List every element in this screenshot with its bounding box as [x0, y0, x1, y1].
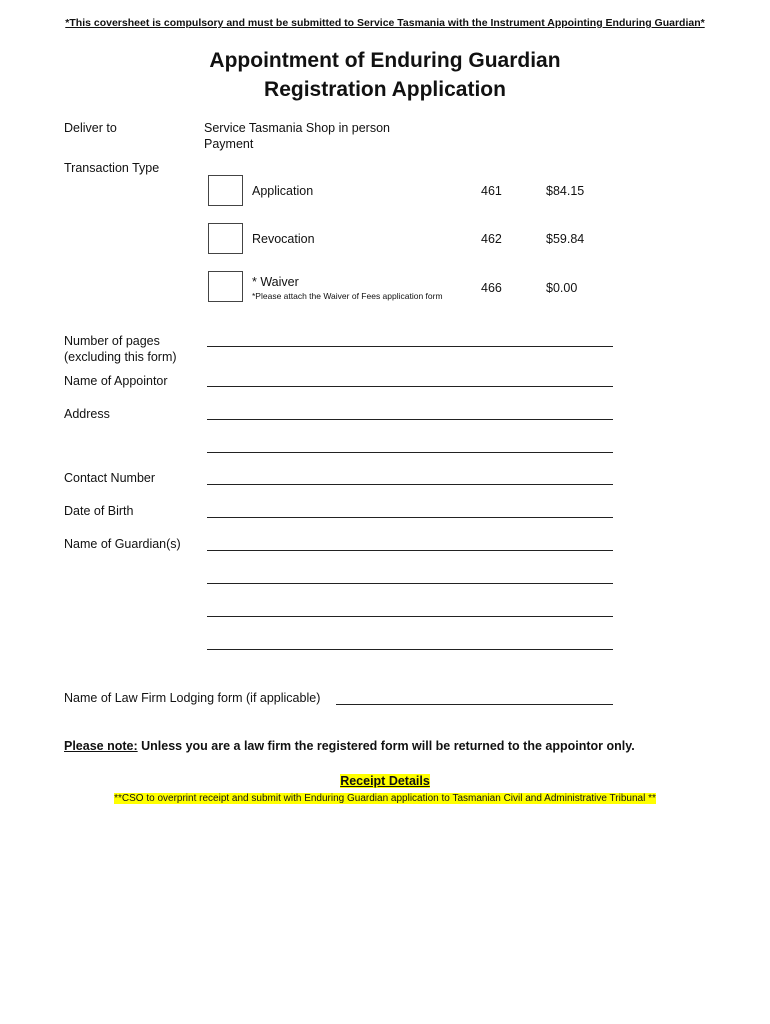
receipt-note-text: **CSO to overprint receipt and submit with Enduring Guardian application to Tasmanian Civil and Administrative Tribunal **	[114, 793, 656, 804]
waiver-fee: $0.00	[546, 281, 578, 295]
application-code: 461	[481, 184, 502, 198]
please-note-text: Unless you are a law firm the registered form will be returned to the appointor only.	[137, 739, 635, 753]
waiver-label: * Waiver	[252, 275, 299, 289]
waiver-checkbox[interactable]	[208, 271, 243, 302]
transaction-type-label: Transaction Type	[64, 161, 160, 175]
address-label: Address	[64, 407, 110, 421]
address-input-line-1[interactable]	[207, 405, 613, 420]
application-label: Application	[252, 184, 314, 198]
waiver-note: *Please attach the Waiver of Fees application form	[252, 291, 443, 301]
contact-label: Contact Number	[64, 471, 156, 485]
dob-input[interactable]	[207, 503, 613, 518]
receipt-details-title: Receipt Details	[340, 774, 430, 788]
deliver-to-value-line-1: Service Tasmania Shop in person	[204, 121, 390, 135]
application-fee: $84.15	[546, 184, 585, 198]
coversheet-notice: *This coversheet is compulsory and must be submitted to Service Tasmania with the Instrument Appointing Enduring Guardian*	[65, 17, 705, 29]
revocation-fee: $59.84	[546, 232, 585, 246]
receipt-details-note	[0, 788, 770, 806]
application-checkbox[interactable]	[208, 175, 243, 206]
deliver-to-value	[204, 120, 390, 152]
title-line-2: Registration Application	[264, 78, 506, 101]
deliver-to-value-line-2: Payment	[204, 137, 254, 151]
guardian-input-line-3[interactable]	[207, 602, 613, 617]
waiver-code: 466	[481, 281, 502, 295]
pages-label	[64, 333, 177, 365]
appointor-label: Name of Appointor	[64, 374, 168, 388]
law-firm-label: Name of Law Firm Lodging form (if applicable)	[64, 691, 321, 705]
revocation-label: Revocation	[252, 232, 315, 246]
please-note-prefix: Please note:	[64, 739, 138, 753]
dob-label: Date of Birth	[64, 504, 134, 518]
pages-input[interactable]	[207, 332, 613, 347]
guardian-input-line-1[interactable]	[207, 536, 613, 551]
please-note	[64, 739, 635, 753]
guardians-label: Name of Guardian(s)	[64, 537, 181, 551]
title-line-1: Appointment of Enduring Guardian	[209, 49, 561, 72]
appointor-input[interactable]	[207, 372, 613, 387]
revocation-code: 462	[481, 232, 502, 246]
contact-input[interactable]	[207, 470, 613, 485]
deliver-to-label: Deliver to	[64, 121, 117, 135]
address-input-line-2[interactable]	[207, 438, 613, 453]
pages-label-line-1: Number of pages	[64, 334, 160, 348]
law-firm-input[interactable]	[336, 690, 613, 705]
revocation-checkbox[interactable]	[208, 223, 243, 254]
page-title	[0, 46, 770, 104]
guardian-input-line-2[interactable]	[207, 569, 613, 584]
guardian-input-line-4[interactable]	[207, 635, 613, 650]
pages-label-line-2: (excluding this form)	[64, 350, 177, 364]
